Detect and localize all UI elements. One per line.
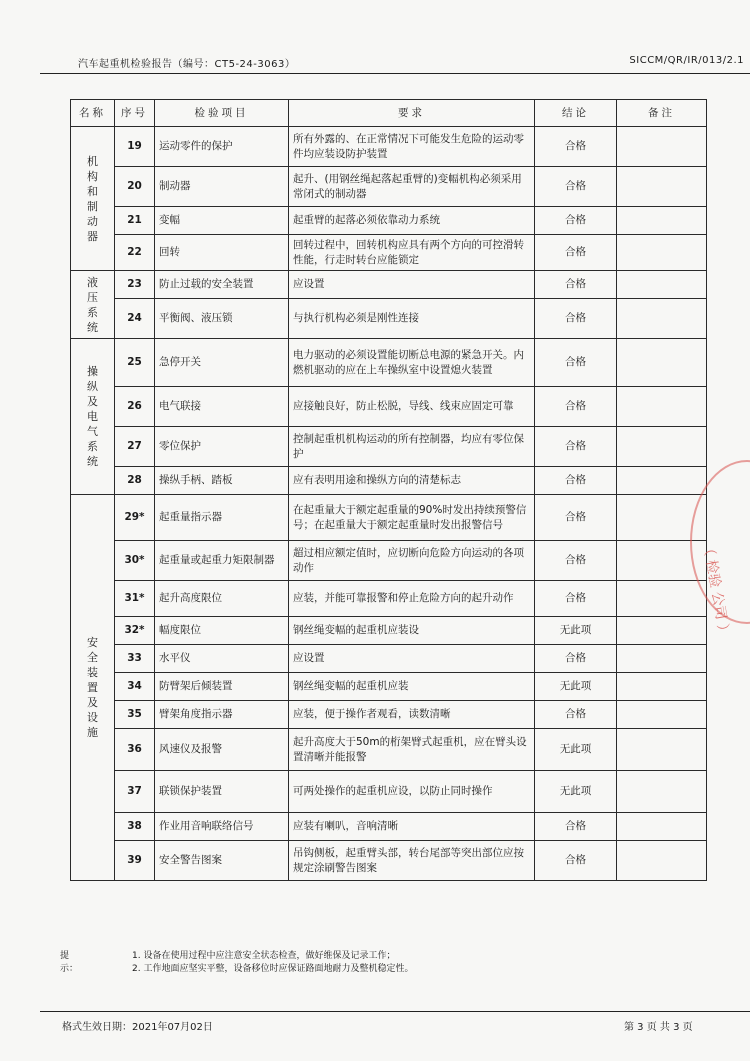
item-number: 20 <box>115 167 155 207</box>
table-row <box>71 271 707 299</box>
item-remarks <box>617 617 707 645</box>
item-name: 零位保护 <box>155 427 289 467</box>
item-name: 平衡阀、液压锁 <box>155 299 289 339</box>
item-conclusion: 合格 <box>535 427 617 467</box>
header-conclusion: 结论 <box>535 100 617 127</box>
item-remarks <box>617 729 707 771</box>
item-conclusion: 合格 <box>535 701 617 729</box>
item-requirement: 起升高度大于50m的桁架臂式起重机，应在臂头设置清晰并能报警 <box>289 729 535 771</box>
table-row <box>71 541 707 581</box>
item-number: 31* <box>115 581 155 617</box>
item-conclusion: 合格 <box>535 207 617 235</box>
item-requirement: 电力驱动的必须设置能切断总电源的紧急开关。内燃机驱动的应在上车操纵室中设置熄火装置 <box>289 339 535 387</box>
header-divider <box>40 73 750 74</box>
item-number: 23 <box>115 271 155 299</box>
item-name: 制动器 <box>155 167 289 207</box>
item-remarks <box>617 673 707 701</box>
item-remarks <box>617 841 707 881</box>
item-number: 24 <box>115 299 155 339</box>
header-remarks: 备注 <box>617 100 707 127</box>
table-row <box>71 167 707 207</box>
item-conclusion: 合格 <box>535 235 617 271</box>
item-remarks <box>617 581 707 617</box>
item-requirement: 应设置 <box>289 645 535 673</box>
table-row <box>71 495 707 541</box>
item-remarks <box>617 127 707 167</box>
document-code: SICCM/QR/IR/013/2.1 <box>629 55 744 66</box>
table-row <box>71 645 707 673</box>
item-requirement: 起重臂的起落必须依靠动力系统 <box>289 207 535 235</box>
inspection-table <box>70 99 707 881</box>
hint-item: 1. 设备在使用过程中应注意安全状态检查，做好维保及记录工作； <box>132 951 396 961</box>
item-name: 操纵手柄、踏板 <box>155 467 289 495</box>
hints-label: 提示： <box>60 951 79 974</box>
item-conclusion: 无此项 <box>535 729 617 771</box>
header-no: 序号 <box>115 100 155 127</box>
item-number: 27 <box>115 427 155 467</box>
item-number: 34 <box>115 673 155 701</box>
item-conclusion: 合格 <box>535 127 617 167</box>
stamp-text: （ 检验 公司 ） <box>699 540 732 640</box>
item-remarks <box>617 467 707 495</box>
category-cell <box>71 271 115 339</box>
item-conclusion: 合格 <box>535 581 617 617</box>
category-name: 安全装置及设施 <box>87 636 98 739</box>
item-name: 回转 <box>155 235 289 271</box>
item-conclusion: 合格 <box>535 299 617 339</box>
item-requirement: 起升、(用钢丝绳起落起重臂的)变幅机构必须采用常闭式的制动器 <box>289 167 535 207</box>
item-requirement: 可两处操作的起重机应设，以防止同时操作 <box>289 771 535 813</box>
item-requirement: 应有表明用途和操纵方向的清楚标志 <box>289 467 535 495</box>
item-conclusion: 合格 <box>535 495 617 541</box>
effective-date: 格式生效日期：2021年07月02日 <box>62 1022 213 1033</box>
table-row <box>71 207 707 235</box>
item-remarks <box>617 771 707 813</box>
item-remarks <box>617 387 707 427</box>
item-requirement: 应装有喇叭，音响清晰 <box>289 813 535 841</box>
item-remarks <box>617 813 707 841</box>
table-row <box>71 581 707 617</box>
table-row <box>71 427 707 467</box>
item-number: 29* <box>115 495 155 541</box>
item-conclusion: 无此项 <box>535 673 617 701</box>
table-row <box>71 673 707 701</box>
item-remarks <box>617 235 707 271</box>
item-conclusion: 合格 <box>535 841 617 881</box>
item-name: 安全警告图案 <box>155 841 289 881</box>
item-number: 30* <box>115 541 155 581</box>
item-name: 作业用音响联络信号 <box>155 813 289 841</box>
item-remarks <box>617 167 707 207</box>
table-header-row <box>71 100 707 127</box>
table-row <box>71 235 707 271</box>
table-row <box>71 299 707 339</box>
item-number: 39 <box>115 841 155 881</box>
item-conclusion: 合格 <box>535 167 617 207</box>
item-requirement: 在起重量大于额定起重量的90%时发出持续预警信号；在起重量大于额定起重量时发出报警信号 <box>289 495 535 541</box>
item-remarks <box>617 645 707 673</box>
item-requirement: 超过相应额定值时，应切断向危险方向运动的各项动作 <box>289 541 535 581</box>
item-requirement: 应装，并能可靠报警和停止危险方向的起升动作 <box>289 581 535 617</box>
item-name: 防止过载的安全装置 <box>155 271 289 299</box>
table-row <box>71 841 707 881</box>
item-requirement: 应装，便于操作者观看，读数清晰 <box>289 701 535 729</box>
category-cell <box>71 339 115 495</box>
category-cell <box>71 495 115 881</box>
table-row <box>71 701 707 729</box>
item-number: 35 <box>115 701 155 729</box>
item-requirement: 回转过程中，回转机构应具有两个方向的可控滑转性能，行走时转台应能锁定 <box>289 235 535 271</box>
category-cell <box>71 127 115 271</box>
item-name: 联锁保护装置 <box>155 771 289 813</box>
item-name: 运动零件的保护 <box>155 127 289 167</box>
item-requirement: 吊钩侧板，起重臂头部，转台尾部等突出部位应按规定涂刷警告图案 <box>289 841 535 881</box>
item-number: 32* <box>115 617 155 645</box>
table-row <box>71 127 707 167</box>
item-requirement: 控制起重机机构运动的所有控制器，均应有零位保护 <box>289 427 535 467</box>
item-name: 起重量指示器 <box>155 495 289 541</box>
item-conclusion: 合格 <box>535 339 617 387</box>
item-number: 37 <box>115 771 155 813</box>
item-conclusion: 合格 <box>535 271 617 299</box>
category-name: 液压系统 <box>87 275 98 334</box>
item-requirement: 钢丝绳变幅的起重机应装 <box>289 673 535 701</box>
item-conclusion: 合格 <box>535 467 617 495</box>
item-number: 28 <box>115 467 155 495</box>
item-number: 19 <box>115 127 155 167</box>
item-conclusion: 合格 <box>535 813 617 841</box>
item-requirement: 钢丝绳变幅的起重机应装设 <box>289 617 535 645</box>
item-name: 电气联接 <box>155 387 289 427</box>
page-number: 第 3 页 共 3 页 <box>624 1022 693 1033</box>
item-remarks <box>617 427 707 467</box>
table-row <box>71 771 707 813</box>
item-conclusion: 无此项 <box>535 617 617 645</box>
category-name: 机构和制动器 <box>87 154 98 243</box>
item-name: 起重量或起重力矩限制器 <box>155 541 289 581</box>
item-remarks <box>617 207 707 235</box>
item-name: 急停开关 <box>155 339 289 387</box>
item-name: 起升高度限位 <box>155 581 289 617</box>
header-requirement: 要求 <box>289 100 535 127</box>
item-name: 幅度限位 <box>155 617 289 645</box>
item-number: 25 <box>115 339 155 387</box>
footer-divider <box>40 1011 750 1012</box>
item-number: 26 <box>115 387 155 427</box>
item-number: 38 <box>115 813 155 841</box>
item-name: 变幅 <box>155 207 289 235</box>
item-requirement: 所有外露的、在正常情况下可能发生危险的运动零件均应装设防护装置 <box>289 127 535 167</box>
table-row <box>71 339 707 387</box>
header-name: 名称 <box>71 100 115 127</box>
hints-list <box>132 950 652 976</box>
item-requirement: 应设置 <box>289 271 535 299</box>
item-remarks <box>617 271 707 299</box>
item-remarks <box>617 339 707 387</box>
item-conclusion: 无此项 <box>535 771 617 813</box>
item-name: 水平仪 <box>155 645 289 673</box>
item-conclusion: 合格 <box>535 645 617 673</box>
item-number: 21 <box>115 207 155 235</box>
item-number: 33 <box>115 645 155 673</box>
category-name: 操纵及电气系统 <box>87 365 98 468</box>
table-row <box>71 617 707 645</box>
hint-item: 2. 工作地面应坚实平整，设备移位时应保证路面地耐力及整机稳定性。 <box>132 964 414 974</box>
item-name: 风速仪及报警 <box>155 729 289 771</box>
table-row <box>71 387 707 427</box>
header-item: 检验项目 <box>155 100 289 127</box>
item-name: 防臂架后倾装置 <box>155 673 289 701</box>
item-name: 臂架角度指示器 <box>155 701 289 729</box>
item-number: 22 <box>115 235 155 271</box>
item-conclusion: 合格 <box>535 387 617 427</box>
item-requirement: 与执行机构必须是刚性连接 <box>289 299 535 339</box>
item-conclusion: 合格 <box>535 541 617 581</box>
table-row <box>71 729 707 771</box>
item-requirement: 应接触良好，防止松脱，导线、线束应固定可靠 <box>289 387 535 427</box>
item-remarks <box>617 701 707 729</box>
table-row <box>71 467 707 495</box>
report-title: 汽车起重机检验报告（编号：CT5-24-3063） <box>78 59 296 70</box>
item-number: 36 <box>115 729 155 771</box>
item-remarks <box>617 299 707 339</box>
table-row <box>71 813 707 841</box>
